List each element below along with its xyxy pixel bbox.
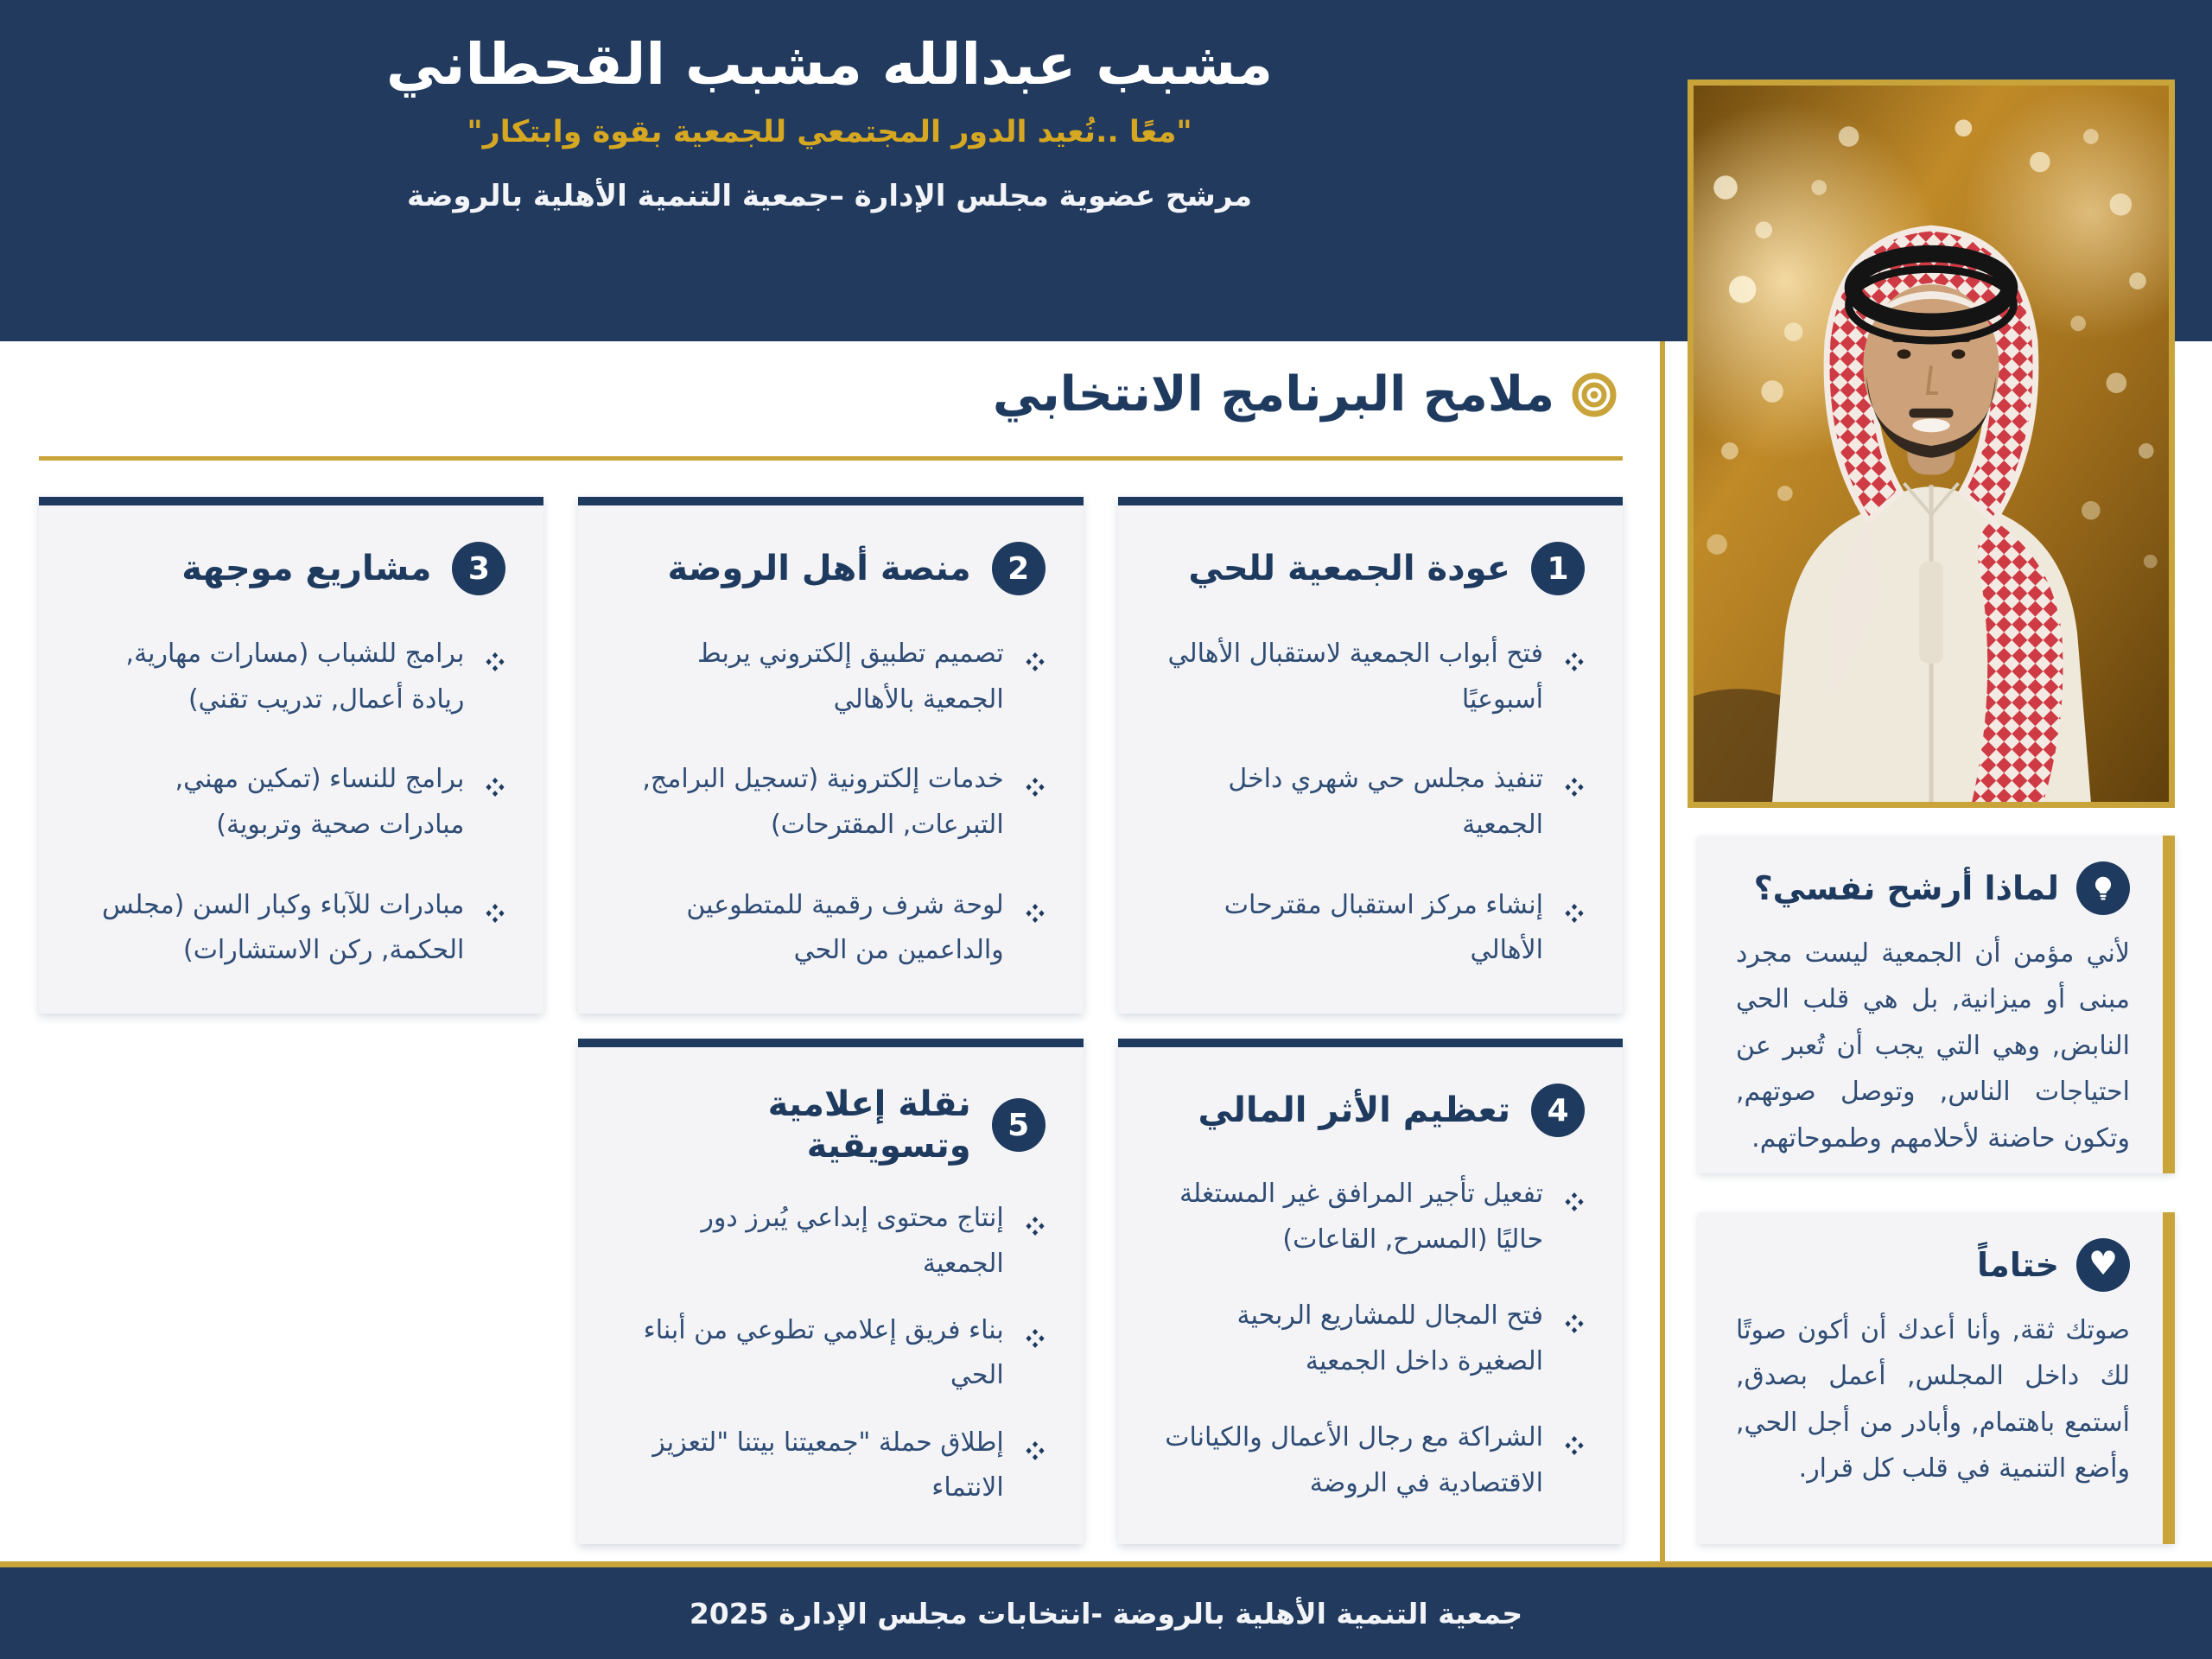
list-item [621, 1421, 1045, 1511]
target-icon [1572, 372, 1617, 417]
diamond-bullet-icon [485, 893, 505, 939]
list-item [1161, 1415, 1585, 1506]
gold-vertical-divider [1660, 341, 1665, 1561]
candidate-portrait-illustration [1694, 86, 2169, 802]
card-title: مشاريع موجهة [181, 549, 432, 588]
section-underline [39, 456, 1623, 461]
list-item-text: تفعيل تأجير المرافق غير المستغلة حاليًا (المسرح, القاعات) [1179, 1179, 1543, 1255]
card-title: تعظيم الأثر المالي [1198, 1090, 1510, 1130]
list-item-text: خدمات إلكترونية (تسجيل البرامج, التبرعات, المقترحات) [642, 764, 1004, 840]
list-item [621, 632, 1045, 722]
closing-panel [1698, 1212, 2175, 1544]
list-item [82, 757, 505, 848]
list-item [1161, 1172, 1585, 1262]
candidate-photo [1688, 79, 2175, 808]
section-title: ملامح البرنامج الانتخابي [992, 366, 1554, 423]
list-item-text: مبادرات للآباء وكبار السن (مجلس الحكمة, ركن الاستشارات) [102, 889, 465, 966]
diamond-bullet-icon [1025, 767, 1046, 813]
footer-text: جمعية التنمية الأهلية بالروضة -انتخابات مجلس الإدارة 2025 [689, 1596, 1523, 1630]
diamond-bullet-icon [485, 642, 505, 688]
footer-band [0, 1561, 2212, 1659]
diamond-bullet-icon [1564, 1304, 1585, 1350]
diamond-bullet-icon [1564, 1182, 1585, 1228]
list-item [1161, 757, 1585, 848]
card-number-badge: 2 [992, 542, 1046, 595]
diamond-bullet-icon [485, 767, 505, 813]
card-item-list [616, 614, 1045, 991]
closing-panel-text: صوتك ثقة, وأنا أعدك أن أكون صوتًا لك داخل المجلس, أعمل بصدق, أستمع باهتمام, وأبادر من أجل الحي, وأضع التنمية في قلب كل قرار. [1736, 1315, 2130, 1484]
list-item-text: برامج للنساء (تمكين مهني, مبادرات صحية وتربوية) [175, 764, 465, 840]
diamond-bullet-icon [1025, 1319, 1046, 1364]
diamond-bullet-icon [1025, 642, 1046, 688]
campaign-slogan: "معًا ..نُعيد الدور المجتمعي للجمعية بقوة وابتكار" [467, 114, 1192, 149]
list-item-text: بناء فريق إعلامي تطوعي من أبناء الحي [643, 1314, 1004, 1391]
diamond-bullet-icon [1025, 1431, 1046, 1477]
list-item [621, 883, 1045, 974]
diamond-bullet-icon [1564, 893, 1585, 939]
list-item-text: تصميم تطبيق إلكتروني يربط الجمعية بالأهالي [697, 639, 1004, 715]
list-item [82, 883, 505, 974]
card-header [616, 542, 1045, 595]
lightbulb-icon [2076, 861, 2130, 915]
program-section-heading [993, 366, 1617, 423]
card-number-badge: 1 [1531, 542, 1585, 595]
card-number-badge: 4 [1531, 1084, 1585, 1137]
list-item-text: تنفيذ مجلس حي شهري داخل الجمعية [1228, 764, 1543, 840]
candidacy-role-line: مرشح عضوية مجلس الإدارة –جمعية التنمية الأهلية بالروضة [406, 178, 1253, 213]
list-item-text: برامج للشباب (مسارات مهارية, ريادة أعمال, تدريب تقني) [125, 639, 465, 715]
why-panel-title: لماذا أرشح نفسي؟ [1753, 869, 2059, 907]
program-card-4 [1118, 1039, 1623, 1544]
card-header [1156, 542, 1585, 595]
candidate-name: مشبب عبدالله مشبب القحطاني [385, 31, 1274, 98]
program-card-5 [578, 1039, 1083, 1544]
heart-icon: ♥ [2076, 1238, 2130, 1292]
card-number-badge: 3 [452, 542, 505, 595]
closing-panel-header [1736, 1238, 2130, 1292]
list-item [1161, 632, 1585, 722]
card-number-badge: 5 [992, 1098, 1046, 1152]
list-item-text: إطلاق حملة "جمعيتنا بيتنا "لتعزيز الانتماء [652, 1427, 1004, 1503]
diamond-bullet-icon [1025, 893, 1046, 939]
list-item-text: فتح أبواب الجمعية لاستقبال الأهالي أسبوعيًا [1167, 639, 1543, 715]
diamond-bullet-icon [1564, 642, 1585, 688]
card-header [77, 542, 505, 595]
diamond-bullet-icon [1564, 1426, 1585, 1471]
card-title: عودة الجمعية للحي [1188, 549, 1510, 588]
list-item [82, 632, 505, 722]
program-cards-grid [39, 497, 1623, 1544]
list-item-text: لوحة شرف رقمية للمتطوعين والداعمين من الحي [686, 889, 1004, 966]
why-panel-text: لأني مؤمن أن الجمعية ليست مجرد مبنى أو ميزانية, بل هي قلب الحي النابض, وهي التي يجب أن تُعبر عن احتياجات الناس, وتوصل صوتهم, وتكون حاضنة لأحلامهم وطموحاتهم. [1736, 938, 2130, 1154]
diamond-bullet-icon [1025, 1206, 1046, 1252]
program-card-1 [1118, 497, 1623, 1014]
card-item-list [1156, 614, 1585, 991]
program-card-2 [578, 497, 1083, 1014]
card-title: نقلة إعلامية وتسويقية [767, 1084, 971, 1166]
card-item-list [616, 1185, 1045, 1522]
list-item [1161, 883, 1585, 974]
list-item-text: إنتاج محتوى إبداعي يُبرز دور الجمعية [701, 1203, 1004, 1279]
program-card-3 [39, 497, 543, 1014]
card-item-list [77, 614, 505, 991]
why-panel [1698, 836, 2175, 1173]
card-header [616, 1084, 1045, 1166]
list-item-text: إنشاء مركز استقبال مقترحات الأهالي [1224, 889, 1543, 966]
header-text-block [0, 0, 1659, 341]
list-item [621, 1308, 1045, 1399]
why-panel-header [1736, 861, 2130, 915]
card-title: منصة أهل الروضة [667, 549, 971, 588]
list-item-text: الشراكة مع رجال الأعمال والكيانات الاقتصادية في الروضة [1165, 1422, 1543, 1498]
list-item [621, 1196, 1045, 1287]
list-item [1161, 1294, 1585, 1384]
list-item [621, 757, 1045, 848]
diamond-bullet-icon [1564, 767, 1585, 813]
card-header [1156, 1084, 1585, 1137]
card-item-list [1156, 1156, 1585, 1522]
closing-panel-title: ختاماً [1977, 1246, 2059, 1284]
list-item-text: فتح المجال للمشاريع الربحية الصغيرة داخل الجمعية [1236, 1300, 1543, 1376]
